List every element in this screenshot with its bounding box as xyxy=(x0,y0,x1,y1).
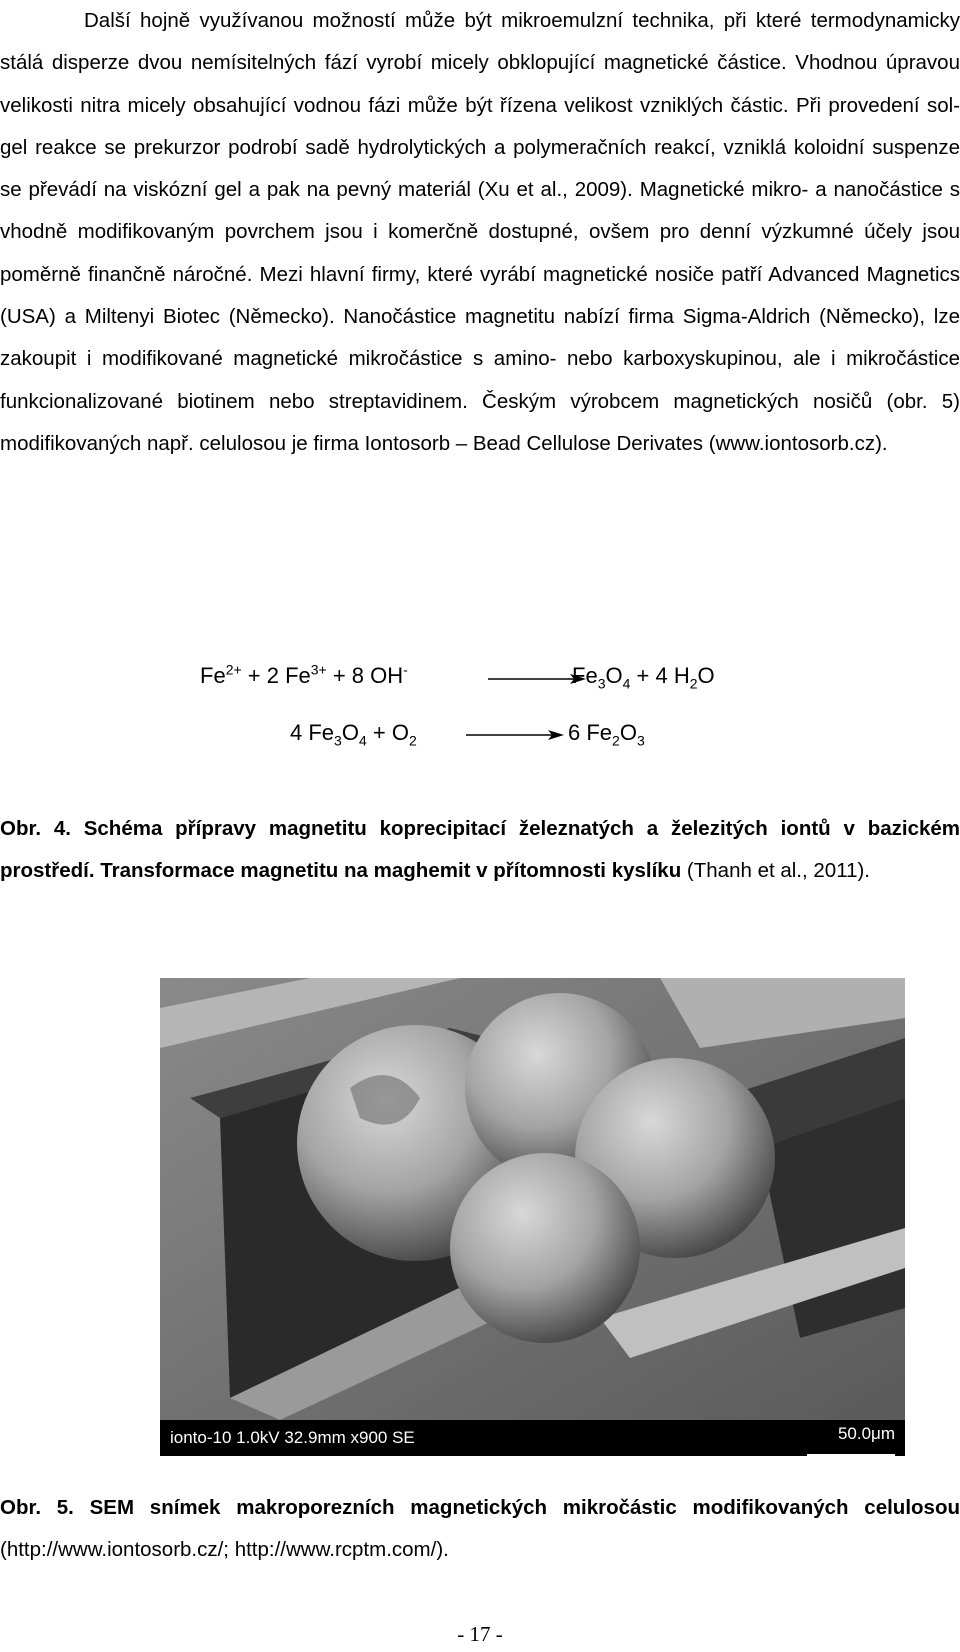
reaction-arrow-2 xyxy=(466,728,566,742)
page-number: - 17 - xyxy=(457,1622,503,1646)
sem-scale-label: 50.0μm xyxy=(837,1424,895,1443)
equation-reactants-2: 4 $Fe_3O_4 + O_2$ xyxy=(290,720,417,749)
figure-4-caption-citation: (Thanh et al., 2011). xyxy=(681,859,871,883)
sem-scale-line xyxy=(807,1454,895,1456)
equation-products-1: $Fe_3O_4 + 4$ $H_2O$ xyxy=(572,663,715,692)
body-paragraph: Další hojně využívanou možností může být mikroemulzní technika, při které termodynamicky stálá disperze dvou nemísitelných fází vyrobí micely obklopující magnetické částice. Vhodnou úpravou velikosti nitra micely obsahující vodnou fázi může být řízena velikost vzniklých částic. Při provedení sol-gel reakce se prekurzor podrobí sadě hydrolytických a polymeračních reakcí, vzniklá koloidní suspenze se převádí na viskózní gel a pak na pevný materiál (Xu et al., 2009). Magnetické mikro- a nanočástice s vhodně modifikovaným povrchem jsou i komerčně dostupné, ovšem pro denní výzkumné účely jsou poměrně finančně náročné. Mezi hlavní firmy, které vyrábí magnetické nosiče patří Advanced Magnetics (USA) a Miltenyi Biotec (Německo). Nanočástice magnetitu nabízí firma Sigma-Aldrich (Německo), lze zakoupit i modifikované magnetické mikročástice s amino- nebo karboxyskupinou, ale i mikročástice funkcionalizované biotinem nebo streptavidinem. Českým výrobcem magnetických nosičů (obr. 5) modifikovaných např. celulosou je firma Iontosorb – Bead Cellulose Derivates (www.iontosorb.cz). xyxy=(0,9,960,455)
equation-products-2: 6 $Fe_2O_3$ xyxy=(568,720,645,749)
sem-image xyxy=(160,978,905,1420)
sem-scale-bar xyxy=(807,1416,895,1456)
figure-5-caption xyxy=(0,1487,960,1572)
sem-micrograph xyxy=(160,978,905,1456)
figure-5-caption-citation: (http://www.iontosorb.cz/; http://www.rcptm.com/). xyxy=(0,1538,449,1562)
sem-info-bar xyxy=(160,1420,905,1456)
figure-4-caption-bold: Schéma přípravy magnetitu koprecipitací železnatých a železitých iontů v bazickém prostředí. Transformace magnetitu na maghemit v přítomnosti kyslíku xyxy=(0,817,960,883)
figure-5-caption-bold: SEM snímek makroporezních magnetických mikročástic modifikovaných celulosou xyxy=(73,1496,960,1519)
figure-4-label: Obr. 4. xyxy=(0,817,71,840)
equation-reactants-1: $Fe^{2+} + 2$ $Fe^{3+} + 8$ OH- xyxy=(200,661,408,688)
sem-info-text: ionto-10 1.0kV 32.9mm x900 SE xyxy=(170,1428,415,1447)
figure-5-label: Obr. 5. xyxy=(0,1496,74,1519)
figure-4-caption xyxy=(0,808,960,893)
